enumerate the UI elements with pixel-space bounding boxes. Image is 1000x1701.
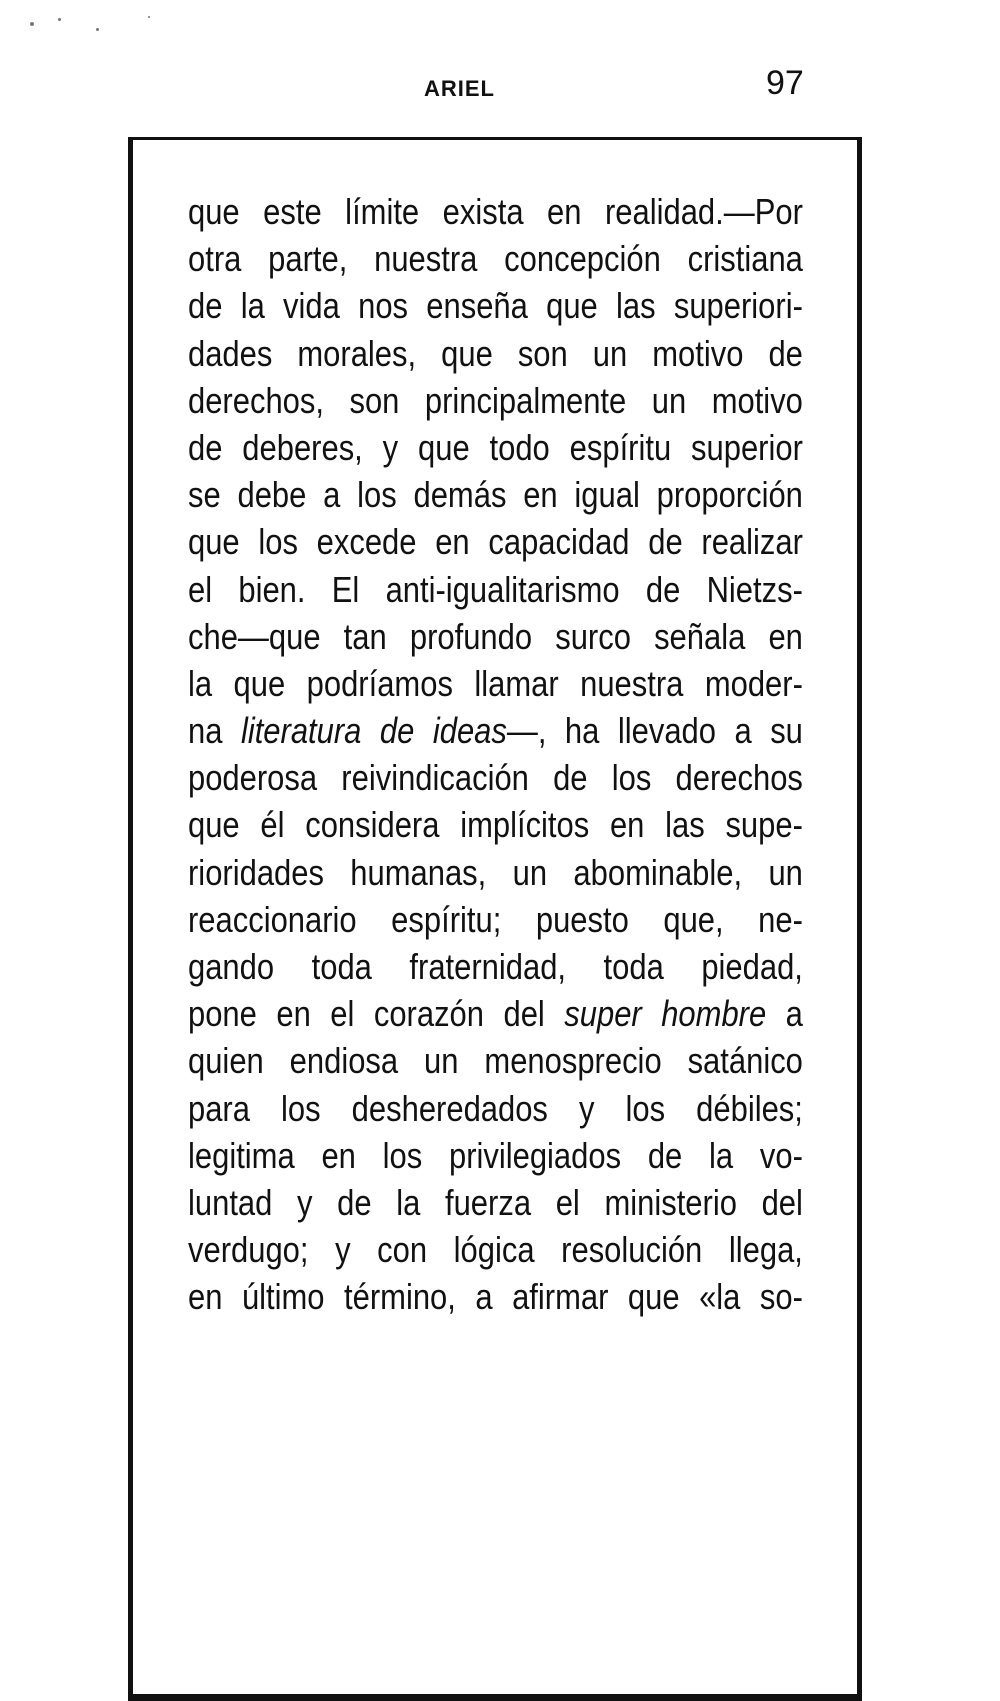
text-line (188, 613, 803, 660)
text-segment: que los excede en capacidad de realizar (188, 521, 803, 563)
text-line (188, 801, 803, 848)
text-line (188, 1226, 803, 1273)
text-line (188, 1085, 803, 1132)
text-line (188, 1037, 803, 1084)
text-segment: che—que tan profundo surco señala en (188, 615, 803, 657)
text-segment: el bien. El anti-igualitarismo de Nietzs- (188, 568, 803, 610)
text-line (188, 990, 803, 1037)
text-segment: gando toda fraternidad, toda piedad, (188, 946, 803, 987)
text-segment: dades morales, que son un motivo de (188, 332, 803, 374)
text-line (188, 424, 803, 471)
text-line (188, 1179, 803, 1226)
text-line (188, 1273, 803, 1320)
text-line (188, 518, 803, 565)
text-segment: —, ha llevado a su (506, 710, 803, 752)
text-line (188, 566, 803, 613)
text-line (188, 896, 803, 943)
text-segment: derechos, son principalmente un motivo (188, 379, 803, 421)
text-segment: otra parte, nuestra concepción cristiana (188, 238, 803, 280)
italic-text: literatura de ideas (240, 710, 507, 752)
text-line (188, 377, 803, 424)
text-segment: la que podríamos llamar nuestra moder- (188, 662, 803, 704)
text-line (188, 330, 803, 377)
text-line (188, 471, 803, 518)
running-head (0, 62, 1000, 102)
text-segment: verdugo; y con lógica resolución llega, (188, 1229, 803, 1271)
scan-speck (58, 18, 61, 21)
text-line (188, 707, 803, 754)
body-text (188, 188, 803, 1321)
page-number: 97 (766, 64, 804, 102)
text-segment: que él considera implícitos en las supe- (188, 804, 803, 846)
text-segment: que este límite exista en realidad.—Por (188, 191, 803, 232)
text-line (188, 754, 803, 801)
text-line (188, 943, 803, 990)
text-segment: pone en el corazón del (188, 993, 565, 1035)
text-segment: legitima en los privilegiados de la vo- (188, 1134, 803, 1176)
text-segment: de deberes, y que todo espíritu superior (188, 426, 803, 468)
text-line (188, 849, 803, 896)
italic-text: super hombre (564, 993, 767, 1035)
scan-speck (30, 22, 34, 26)
text-segment: para los desheredados y los débiles; (188, 1087, 803, 1129)
text-segment: na (188, 710, 241, 752)
text-segment: en último término, a afirmar que «la so- (188, 1276, 803, 1318)
text-line (188, 235, 803, 282)
text-segment: quien endiosa un menosprecio satánico (188, 1040, 803, 1082)
text-segment: luntad y de la fuerza el ministerio del (188, 1181, 803, 1223)
text-line (188, 282, 803, 329)
text-segment: poderosa reivindicación de los derechos (188, 757, 803, 799)
text-line (188, 1132, 803, 1179)
text-segment: rioridades humanas, un abominable, un (188, 851, 803, 893)
text-segment: a (766, 993, 803, 1035)
scan-speck (148, 16, 150, 18)
text-segment: se debe a los demás en igual proporción (188, 474, 803, 516)
running-title: ARIEL (424, 76, 495, 101)
text-segment: reaccionario espíritu; puesto que, ne- (188, 898, 803, 940)
scan-speck (96, 28, 99, 31)
text-line (188, 188, 803, 235)
text-line (188, 660, 803, 707)
text-segment: de la vida nos enseña que las superiori- (188, 285, 803, 327)
